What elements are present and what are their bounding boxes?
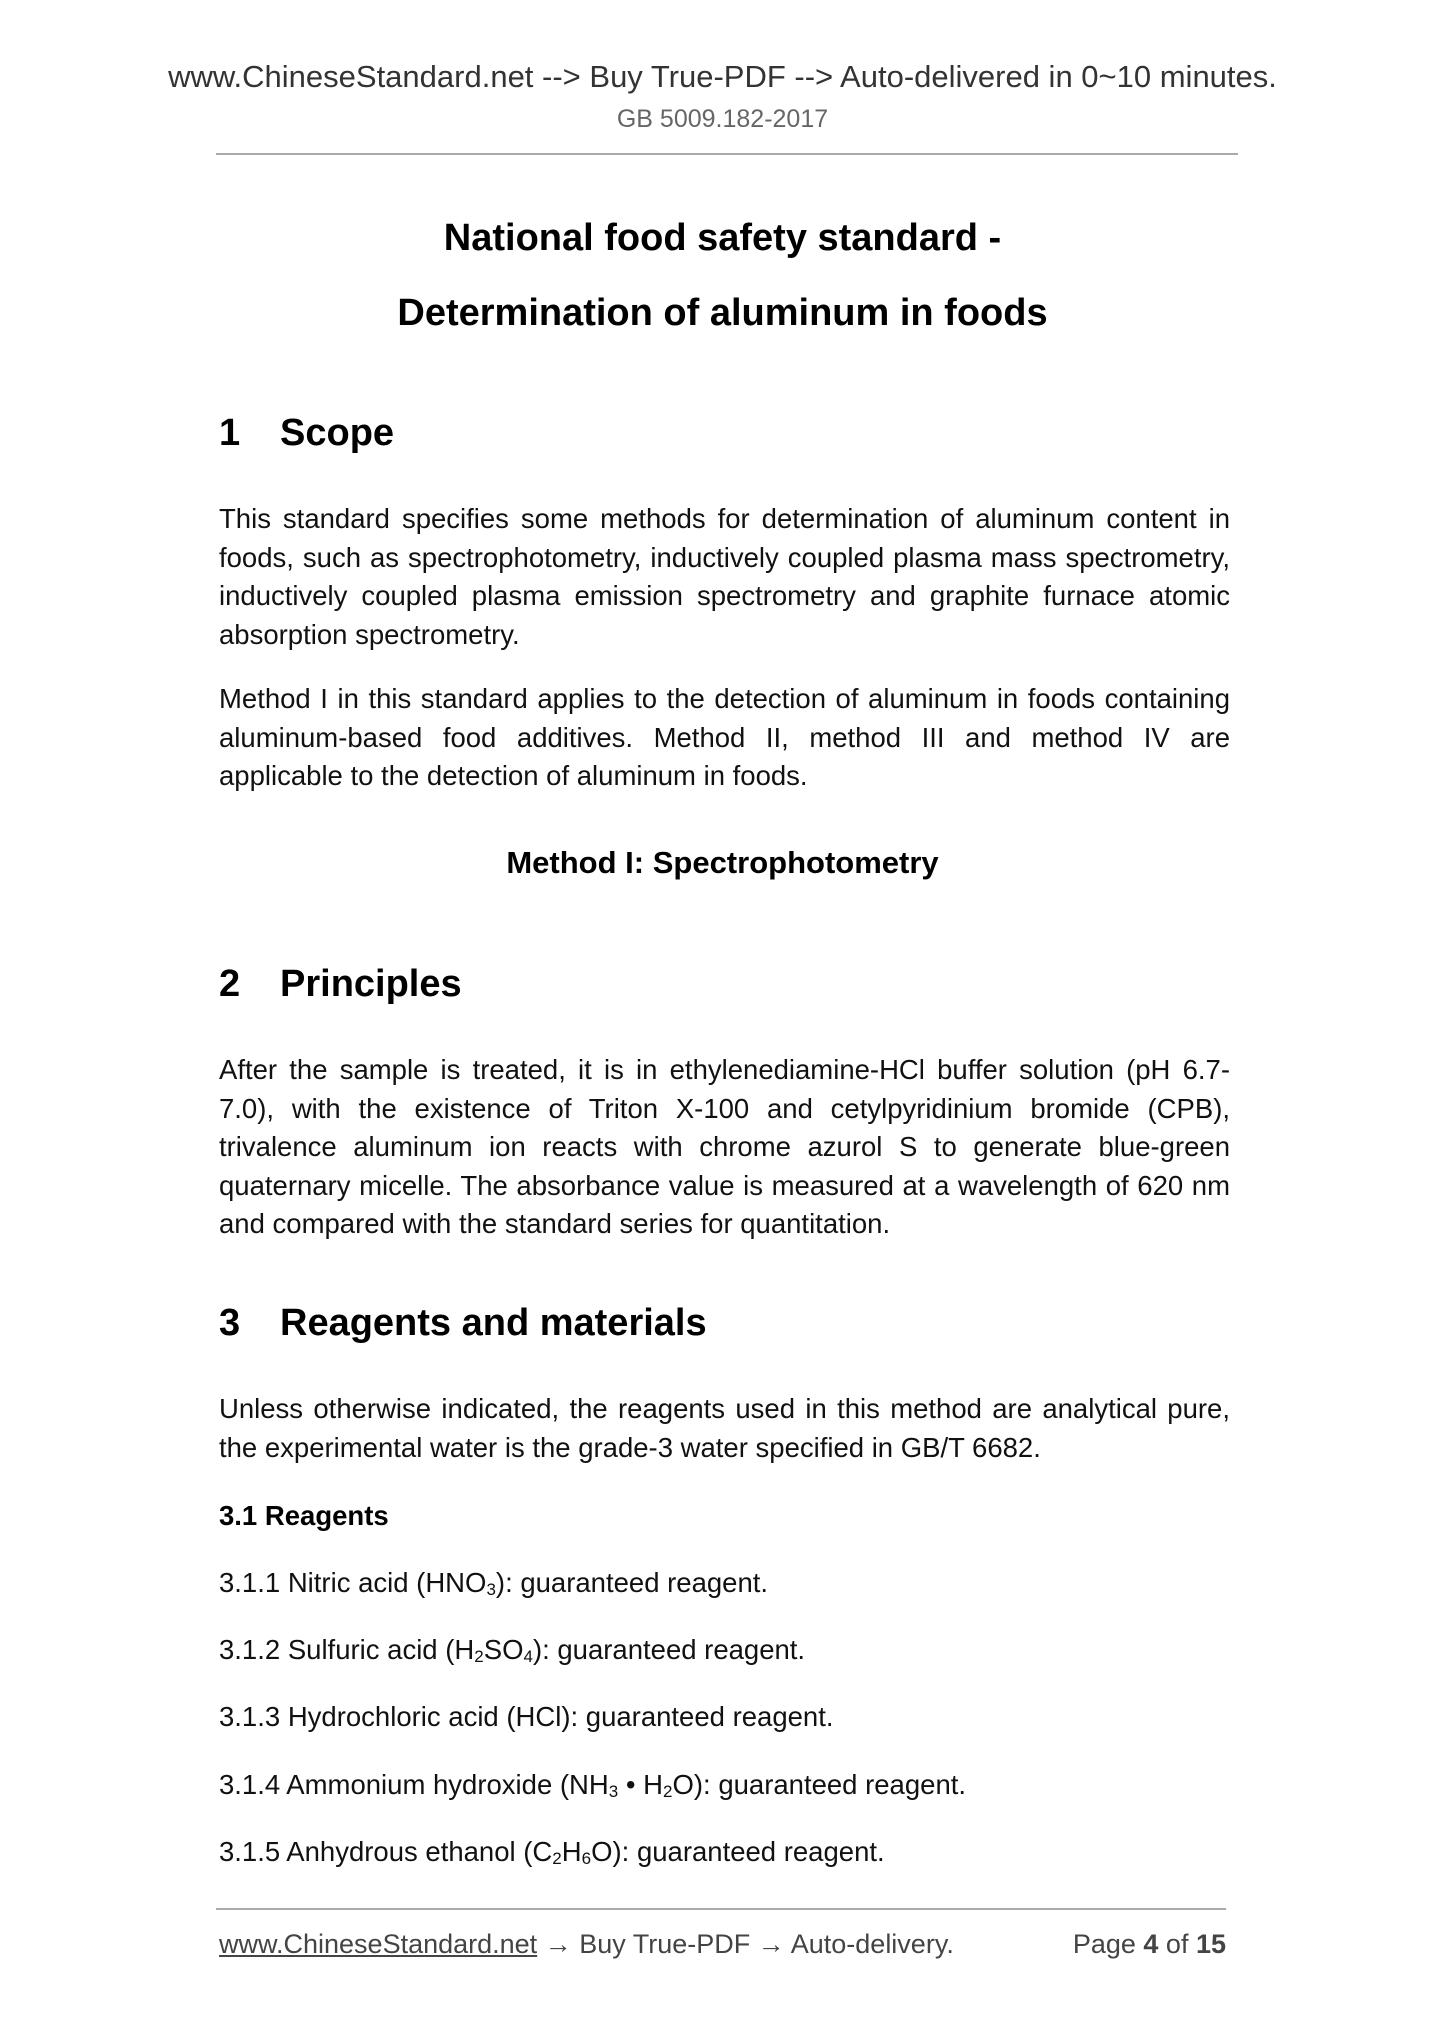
- document-title-line1: National food safety standard -: [443, 217, 1002, 259]
- footer-site-link[interactable]: www.ChineseStandard.net: [219, 1929, 538, 1959]
- method-heading: Method I: Spectrophotometry: [506, 845, 939, 880]
- section-number: 2: [219, 963, 241, 1005]
- current-page: 4: [1143, 1929, 1159, 1959]
- footer-promo: [219, 1926, 954, 1962]
- reagent-item: 3.1.2 Sulfuric acid $(H_2SO_4)$: guaranteed reagent.: [219, 1634, 806, 1666]
- section-number: 3: [219, 1302, 241, 1344]
- header-divider: [216, 153, 1238, 155]
- scope-paragraph-1: This standard specifies some methods for determination of aluminum content in foods, such as spectrophotometry, inductively coupled plasma mass spectrometry, inductively coupled plasma emission spectrometry and graphite furnace atomic absorption spectrometry.: [219, 503, 1230, 650]
- section-number: 1: [219, 412, 241, 454]
- section-heading-principles: [219, 960, 462, 1008]
- reagent-item: 3.1.3 Hydrochloric acid (HCl): guaranteed reagent.: [219, 1701, 834, 1732]
- total-pages: 15: [1195, 1929, 1226, 1959]
- footer-tail-text: → Buy True-PDF → Auto-delivery.: [537, 1929, 954, 1959]
- footer-divider: [216, 1908, 1226, 1910]
- section-title: Principles: [280, 963, 462, 1005]
- reagent-item: 3.1.5 Anhydrous ethanol $(C_2H_6O)$: guaranteed reagent.: [219, 1836, 885, 1868]
- standard-code: GB 5009.182-2017: [616, 105, 829, 133]
- section-heading-scope: [219, 409, 394, 457]
- document-title-line2: Determination of aluminum in foods: [397, 292, 1048, 334]
- subsection-heading-reagents: 3.1 Reagents: [219, 1500, 389, 1531]
- header-promo-line: www.ChineseStandard.net --> Buy True-PDF --> Auto-delivered in 0~10 minutes.: [168, 59, 1277, 94]
- section-heading-reagents-materials: [219, 1299, 707, 1347]
- section-title: Scope: [280, 412, 395, 454]
- reagent-item: 3.1.1 Nitric acid $(HNO_3)$: guaranteed reagent.: [219, 1567, 769, 1599]
- principles-paragraph: After the sample is treated, it is in ethylenediamine-HCl buffer solution (pH 6.7-7.0), with the existence of Triton X-100 and cetylpyridinium bromide (CPB), trivalence aluminum ion reacts with chrome azurol S to generate blue-green quaternary micelle. The absorbance value is measured at a wavelength of 620 nm and compared with the standard series for quantitation.: [219, 1054, 1230, 1239]
- reagent-item: 3.1.4 Ammonium hydroxide ($NH_3$ • $H_2O$): guaranteed reagent.: [219, 1769, 967, 1801]
- page-indicator: Page 4 of 15: [1072, 1929, 1226, 1959]
- section-title: Reagents and materials: [280, 1302, 707, 1344]
- scope-paragraph-2: Method I in this standard applies to the detection of aluminum in foods containing aluminum-based food additives. Method II, method III and method IV are applicable to the detection of aluminum in foods.: [219, 683, 1230, 791]
- reagents-intro-paragraph: Unless otherwise indicated, the reagents used in this method are analytical pure, the experimental water is the grade-3 water specified in GB/T 6682.: [219, 1393, 1230, 1463]
